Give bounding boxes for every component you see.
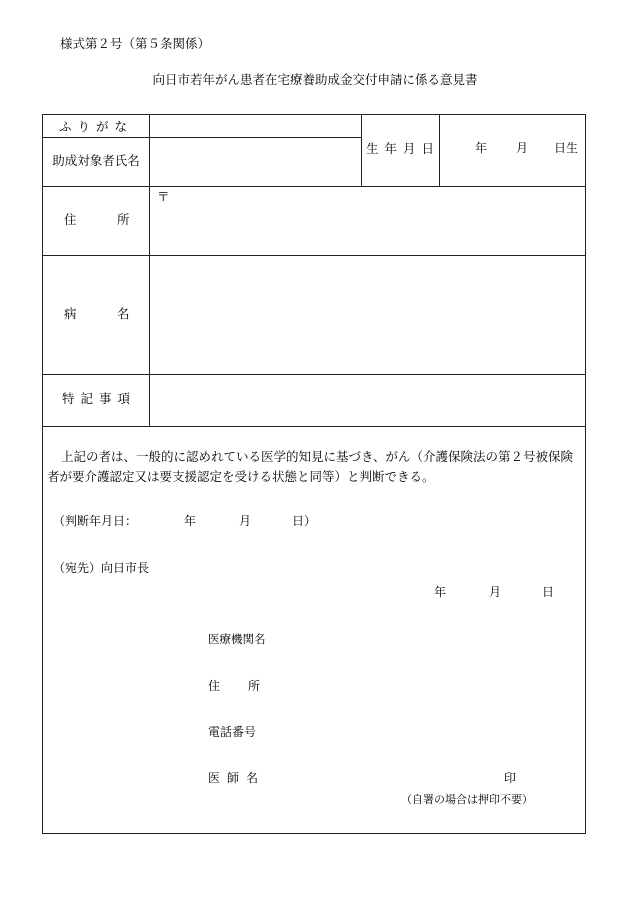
notes-row-bottom bbox=[43, 426, 585, 427]
birth-day-unit: 日生 bbox=[554, 141, 579, 155]
birth-month-unit: 月 bbox=[516, 141, 529, 155]
disease-label-char-1: 病 bbox=[64, 306, 77, 321]
address-label-char-1: 住 bbox=[64, 212, 77, 227]
opinion-form-table bbox=[42, 114, 586, 834]
sig-address-char-1: 住 bbox=[208, 679, 221, 693]
special-notes-label: 特記事項 bbox=[61, 391, 136, 406]
sig-address-char-2: 所 bbox=[248, 679, 261, 693]
document-title: 向日市若年がん患者在宅療養助成金交付申請に係る意見書 bbox=[152, 72, 478, 87]
birthdate-label: 生年月日 bbox=[365, 141, 440, 156]
judgment-date-prefix: （判断年月日： bbox=[53, 514, 138, 528]
date-year-unit: 年 bbox=[434, 585, 447, 599]
furigana-label: ふりがな bbox=[58, 119, 133, 134]
seal-mark: 印 bbox=[504, 771, 517, 785]
judgment-day-unit: 日） bbox=[292, 514, 317, 528]
statement-text: 上記の者は、一般的に認めれている医学的知見に基づき、がん（介護保険法の第２号被保険者が要介護認定又は要支援認定を受ける状態と同等）と判断できる。 bbox=[47, 449, 574, 484]
judgment-year-unit: 年 bbox=[184, 514, 197, 528]
medical-institution-label: 医療機関名 bbox=[208, 632, 266, 646]
furigana-divider bbox=[43, 137, 361, 138]
judgment-month-unit: 月 bbox=[239, 514, 252, 528]
date-month-unit: 月 bbox=[489, 585, 502, 599]
disease-row-bottom bbox=[43, 374, 585, 375]
postal-mark: 〒 bbox=[157, 189, 170, 204]
disease-label-char-2: 名 bbox=[117, 306, 130, 321]
name-row-bottom bbox=[43, 186, 585, 187]
addressee: （宛先）向日市長 bbox=[53, 561, 150, 575]
form-number: 様式第２号（第５条関係） bbox=[60, 36, 211, 51]
doctor-name-label: 医師名 bbox=[208, 771, 266, 785]
address-row-bottom bbox=[43, 255, 585, 256]
applicant-name-label: 助成対象者氏名 bbox=[52, 153, 140, 168]
phone-number-label: 電話番号 bbox=[208, 725, 257, 739]
date-day-unit: 日 bbox=[542, 585, 555, 599]
address-label-char-2: 所 bbox=[117, 212, 130, 227]
label-column-divider bbox=[149, 115, 150, 426]
seal-note: （自署の場合は押印不要） bbox=[401, 793, 533, 806]
birth-year-unit: 年 bbox=[475, 141, 488, 155]
